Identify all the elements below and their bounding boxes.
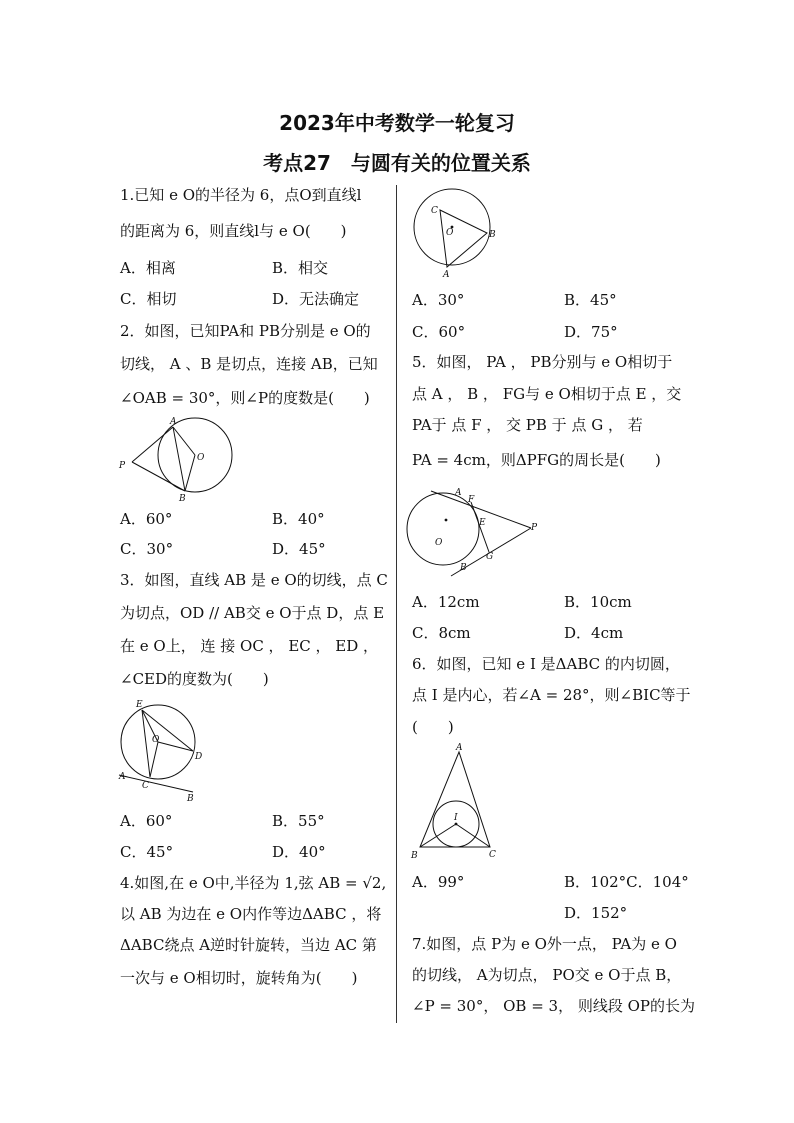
q6-option-bc: B．102°C．104°: [564, 873, 689, 891]
q4-option-a: A．30°: [412, 291, 465, 309]
q6-option-d: D．152°: [564, 904, 628, 922]
q6-line1: 6．如图，已知 e I 是ΔABC 的内切圆，: [412, 655, 680, 673]
q3-line3: 在 e O上， 连 接 OC ， EC ， ED ，: [120, 637, 379, 655]
q1-line2: 的距离为 6，则直线l与 e O( ): [120, 222, 347, 240]
q2-label-a: A: [170, 417, 177, 427]
q2-label-p: P: [119, 461, 126, 471]
q3-label-e: E: [136, 700, 143, 710]
q5-label-b: B: [460, 563, 467, 573]
q6-label-a: A: [456, 743, 463, 753]
q4-line3: ΔABC绕点 A逆时针旋转，当边 AC 第: [120, 936, 377, 954]
q6-label-i: I: [454, 813, 458, 823]
q6-option-a: A．99°: [412, 873, 465, 891]
q7-line1: 7.如图，点 P为 e O外一点， PA为 e O: [412, 935, 677, 953]
q5-figure: [405, 482, 545, 577]
q4-figure: [410, 185, 505, 280]
q4-label-c: C: [431, 206, 438, 216]
q6-line2: 点 I 是内心，若∠A = 28°，则∠BIC等于: [412, 686, 691, 704]
q5-option-b: B．10cm: [564, 593, 632, 611]
q3-option-a: A．60°: [120, 812, 173, 830]
q5-line4: PA = 4cm，则ΔPFG的周长是( ): [412, 451, 661, 469]
q3-option-c: C．45°: [120, 843, 174, 861]
q6-label-c: C: [489, 850, 496, 860]
q3-label-b: B: [187, 794, 194, 804]
q1-option-a: A．相离: [120, 259, 176, 277]
q5-label-g: G: [486, 552, 494, 562]
q1-line1: 1.已知 e O的半径为 6，点O到直线l: [120, 186, 362, 204]
page-subtitle: 考点27 与圆有关的位置关系: [263, 151, 531, 175]
q2-option-b: B．40°: [272, 510, 325, 528]
q5-option-c: C．8cm: [412, 624, 471, 642]
q2-option-a: A．60°: [120, 510, 173, 528]
q2-label-o: O: [197, 453, 205, 463]
q2-label-b: B: [179, 494, 186, 504]
column-divider: [396, 185, 397, 1023]
q3-label-a: A: [119, 772, 126, 782]
q5-label-f: F: [468, 495, 475, 505]
q5-line1: 5．如图， PA ， PB分别与 e O相切于: [412, 353, 673, 371]
q2-line2: 切线， A 、B 是切点，连接 AB，已知: [120, 355, 378, 373]
q3-line4: ∠CED的度数为( ): [120, 670, 269, 688]
q2-option-d: D．45°: [272, 540, 326, 558]
q1-option-c: C．相切: [120, 290, 177, 308]
q2-line3: ∠OAB = 30°，则∠P的度数是( ): [120, 389, 370, 407]
q6-label-b: B: [411, 851, 418, 861]
q1-option-b: B．相交: [272, 259, 329, 277]
q5-label-p: P: [531, 523, 538, 533]
q5-line2: 点 A ， B ， FG与 e O相切于点 E ，交: [412, 385, 682, 403]
q7-line3: ∠P = 30°， OB = 3， 则线段 OP的长为: [412, 997, 696, 1015]
q5-label-o: O: [435, 538, 443, 548]
q1-option-d: D．无法确定: [272, 290, 360, 308]
q3-line1: 3．如图，直线 AB 是 e O的切线，点 C: [120, 571, 388, 589]
q5-option-d: D．4cm: [564, 624, 624, 642]
q2-line1: 2．如图，已知PA和 PB分别是 e O的: [120, 322, 371, 340]
q4-option-d: D．75°: [564, 323, 618, 341]
q3-label-d: D: [195, 752, 203, 762]
q3-option-b: B．55°: [272, 812, 325, 830]
q4-line1: 4.如图,在 e O中,半径为 1,弦 AB = √2,: [120, 874, 387, 892]
q4-line2: 以 AB 为边在 e O内作等边ΔABC ，将: [120, 905, 382, 923]
q5-line3: PA于 点 F ， 交 PB 于 点 G ， 若: [412, 416, 643, 434]
page-title: 2023年中考数学一轮复习: [279, 111, 515, 135]
q4-label-o: O: [446, 228, 454, 238]
q5-label-e: E: [479, 518, 486, 528]
q4-option-c: C．60°: [412, 323, 466, 341]
q5-label-a: A: [455, 488, 462, 498]
q4-option-b: B．45°: [564, 291, 617, 309]
q2-option-c: C．30°: [120, 540, 174, 558]
q7-line2: 的切线， A为切点， PO交 e O于点 B，: [412, 966, 682, 984]
q4-line4: 一次与 e O相切时，旋转角为( ): [120, 969, 358, 987]
q6-figure: [405, 742, 505, 862]
q3-line2: 为切点，OD // AB交 e O于点 D，点 E: [120, 604, 385, 622]
q3-figure: [115, 697, 215, 807]
q4-label-b: B: [489, 230, 496, 240]
q2-figure: [115, 415, 235, 505]
q3-label-o: O: [152, 735, 160, 745]
q6-line3: ( ): [412, 718, 454, 736]
q4-label-a: A: [443, 270, 450, 280]
q3-label-c: C: [142, 781, 149, 791]
q3-option-d: D．40°: [272, 843, 326, 861]
q5-option-a: A．12cm: [412, 593, 480, 611]
